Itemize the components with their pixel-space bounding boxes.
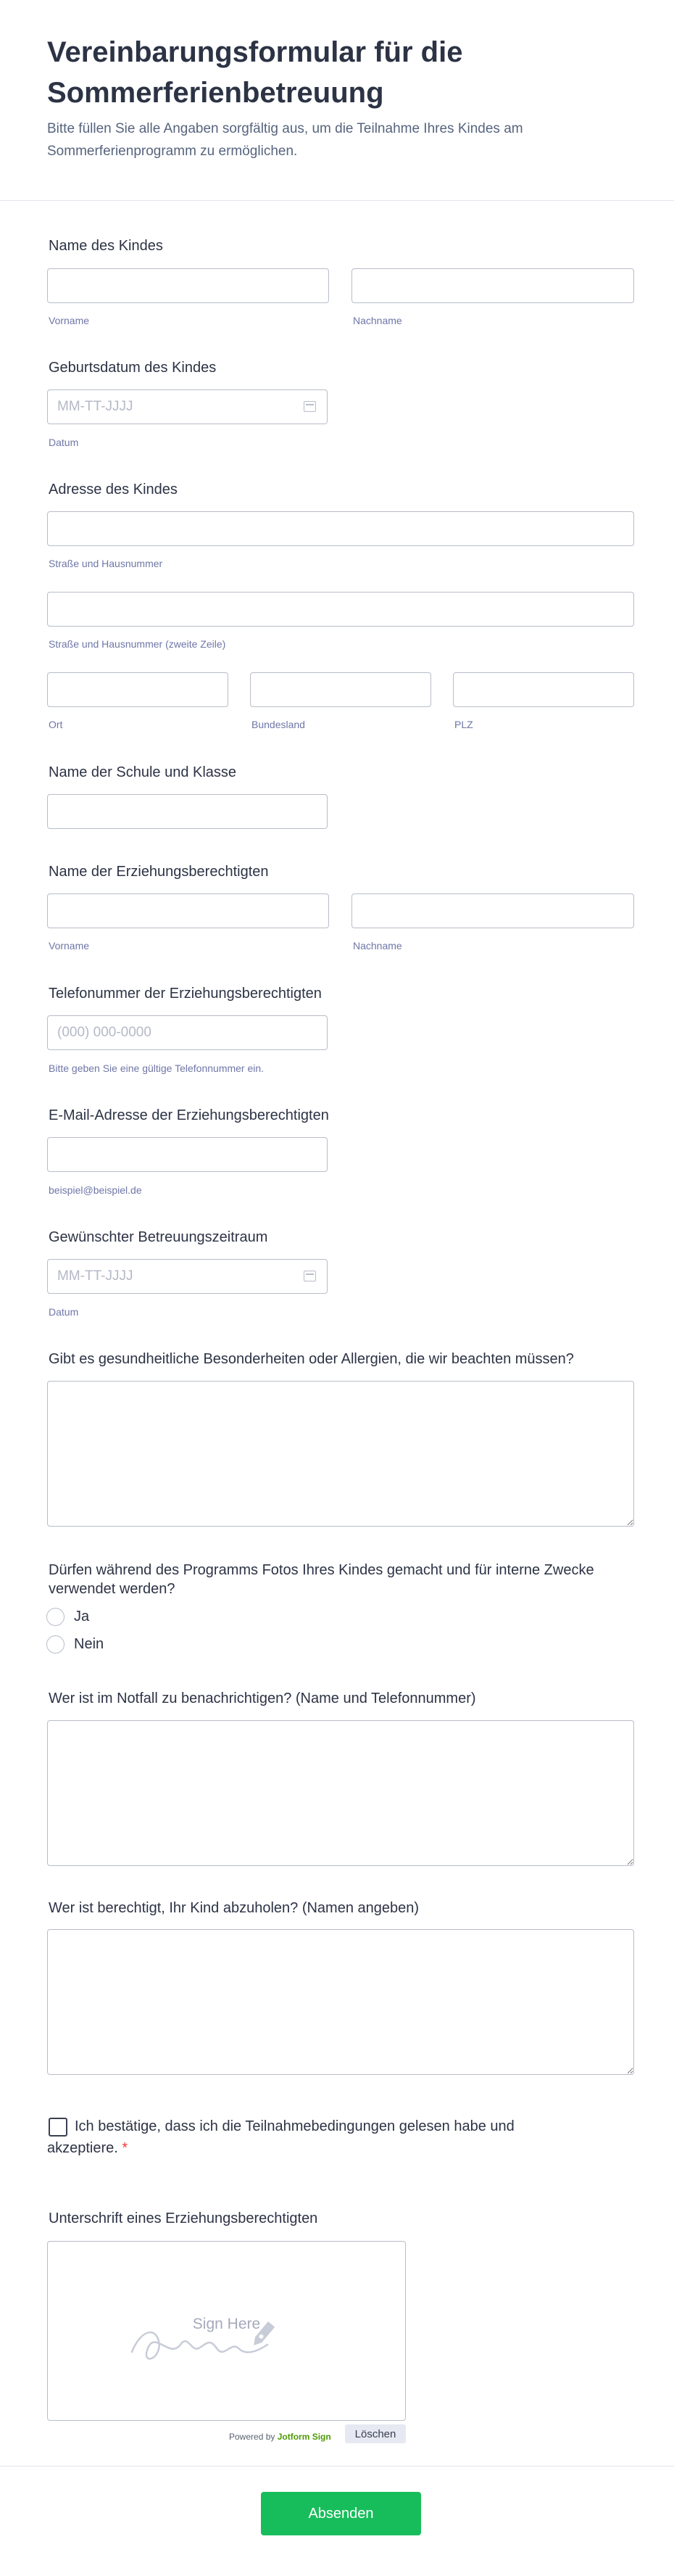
care-period-sublabel: Datum	[49, 1306, 79, 1318]
guardian-email-input[interactable]	[47, 1137, 328, 1172]
child-last-name-input[interactable]	[351, 268, 634, 303]
radio-button[interactable]	[46, 1635, 65, 1654]
zip-sublabel: PLZ	[454, 719, 473, 730]
health-textarea[interactable]	[47, 1381, 634, 1527]
child-name-label: Name des Kindes	[49, 238, 163, 254]
street-line1-sublabel: Straße und Hausnummer	[49, 558, 163, 569]
pickup-textarea[interactable]	[47, 1929, 634, 2075]
form-subtitle: Bitte füllen Sie alle Angaben sorgfältig aus, um die Teilnahme Ihres Kindes am Sommerferienprogramm zu ermöglichen.	[47, 121, 523, 159]
school-input[interactable]	[47, 794, 328, 829]
form-title: Vereinbarungsformular für die Sommerferienbetreuung	[47, 36, 463, 109]
calendar-icon[interactable]	[304, 401, 316, 412]
child-first-name-input[interactable]	[47, 268, 329, 303]
care-period-label: Gewünschter Betreuungszeitraum	[49, 1229, 268, 1245]
care-period-input[interactable]	[47, 1259, 328, 1294]
guardian-email-label: E-Mail-Adresse der Erziehungsberechtigten	[49, 1107, 329, 1123]
consent-label	[47, 2115, 569, 2159]
school-label: Name der Schule und Klasse	[49, 764, 237, 780]
photos-option-label: Ja	[74, 1608, 90, 1625]
child-birthdate-label: Geburtsdatum des Kindes	[49, 360, 217, 376]
form-header	[0, 0, 674, 201]
photos-label: Dürfen während des Programms Fotos Ihres Kindes gemacht und für interne Zwecke verwendet werden?	[49, 1562, 594, 1597]
photos-option-no[interactable]	[46, 1634, 104, 1654]
photos-option-label: Nein	[74, 1635, 104, 1652]
photos-option-yes[interactable]	[46, 1606, 89, 1627]
consent-text: Ich bestätige, dass ich die Teilnahmebedingungen gelesen habe und akzeptiere.	[47, 2118, 515, 2156]
signature-pad[interactable]	[47, 2241, 406, 2421]
guardian-phone-input[interactable]	[47, 1015, 328, 1050]
state-input[interactable]	[250, 672, 431, 707]
child-first-name-sublabel: Vorname	[49, 315, 90, 326]
street-line1-input[interactable]	[47, 511, 634, 546]
guardian-phone-sublabel: Bitte geben Sie eine gültige Telefonnummer ein.	[49, 1062, 265, 1074]
guardian-last-name-sublabel: Nachname	[353, 940, 402, 951]
radio-button[interactable]	[46, 1608, 65, 1626]
guardian-name-label: Name der Erziehungsberechtigten	[49, 864, 269, 880]
signature-label: Unterschrift eines Erziehungsberechtigten	[49, 2210, 318, 2226]
guardian-first-name-input[interactable]	[47, 893, 329, 928]
child-birthdate-input[interactable]	[47, 389, 328, 424]
clear-signature-button[interactable]: Löschen	[345, 2424, 406, 2443]
child-address-label: Adresse des Kindes	[49, 482, 178, 498]
powered-by-prefix: Powered by	[229, 2432, 275, 2442]
submit-button[interactable]: Absenden	[261, 2492, 421, 2535]
pickup-label: Wer ist berechtigt, Ihr Kind abzuholen? (Namen angeben)	[49, 1900, 420, 1916]
child-birthdate-sublabel: Datum	[49, 437, 79, 448]
city-input[interactable]	[47, 672, 228, 707]
signature-placeholder: Sign Here	[192, 2316, 261, 2332]
guardian-first-name-sublabel: Vorname	[49, 940, 90, 951]
required-mark: *	[122, 2140, 128, 2156]
street-line2-input[interactable]	[47, 592, 634, 627]
emergency-label: Wer ist im Notfall zu benachrichtigen? (Name und Telefonnummer)	[49, 1690, 476, 1706]
city-sublabel: Ort	[49, 719, 63, 730]
zip-input[interactable]	[453, 672, 634, 707]
state-sublabel: Bundesland	[251, 719, 305, 730]
guardian-last-name-input[interactable]	[351, 893, 634, 928]
health-label: Gibt es gesundheitliche Besonderheiten oder Allergien, die wir beachten müssen?	[49, 1351, 574, 1367]
child-last-name-sublabel: Nachname	[353, 315, 402, 326]
guardian-phone-label: Telefonummer der Erziehungsberechtigten	[49, 986, 322, 1002]
jotform-sign-brand: Jotform Sign	[277, 2432, 331, 2442]
powered-by	[229, 2432, 331, 2442]
calendar-icon[interactable]	[304, 1271, 316, 1281]
guardian-email-sublabel: beispiel@beispiel.de	[49, 1184, 142, 1196]
street-line2-sublabel: Straße und Hausnummer (zweite Zeile)	[49, 638, 226, 650]
emergency-textarea[interactable]	[47, 1720, 634, 1866]
